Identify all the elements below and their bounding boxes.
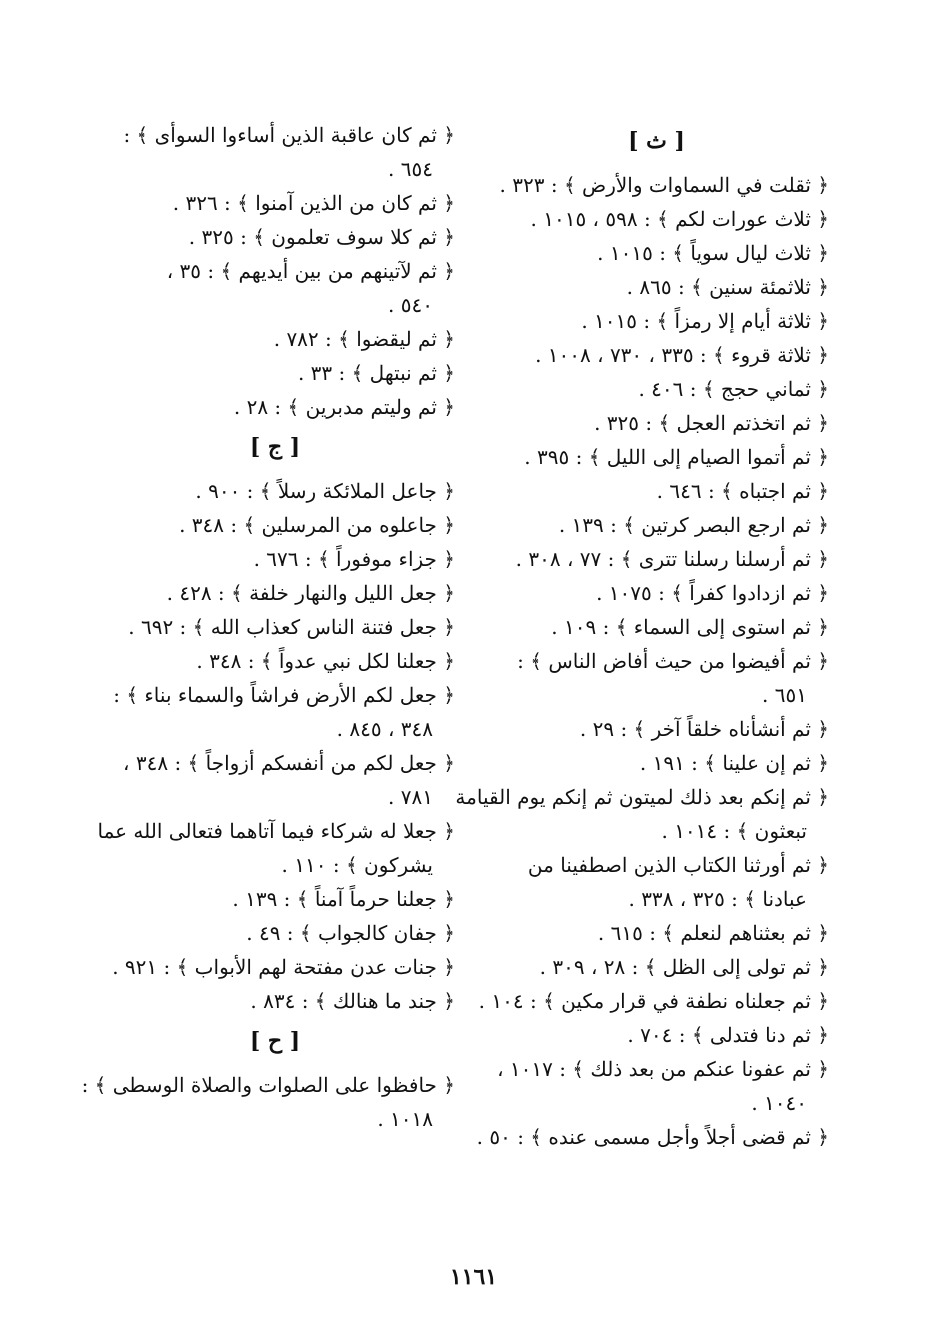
index-entry-continuation: ٦٥١ . bbox=[762, 683, 807, 707]
index-entry: ﴿ ثم وليتم مدبرين ﴾ : ٢٨ . bbox=[233, 395, 455, 419]
index-entry: ﴿ ثم أورثنا الكتاب الذين اصطفينا من bbox=[527, 853, 829, 877]
index-entry-continuation: عبادنا ﴾ : ٣٢٥ ، ٣٣٨ . bbox=[628, 887, 807, 911]
index-entry: ﴿ ثم اجتباه ﴾ : ٦٤٦ . bbox=[656, 479, 829, 503]
index-entry: ﴿ ثم قضى أجلاً وأجل مسمى عنده ﴾ : ٥٠ . bbox=[476, 1125, 829, 1149]
index-entry: ﴿ ثم أتموا الصيام إلى الليل ﴾ : ٣٩٥ . bbox=[524, 445, 829, 469]
index-entry: ﴿ ثلاثمئة سنين ﴾ : ٨٦٥ . bbox=[626, 275, 829, 299]
index-entry: ﴿ ثم تولى إلى الظل ﴾ : ٢٨ ، ٣٠٩ . bbox=[539, 955, 829, 979]
index-entry: ﴿ جعل الليل والنهار خلفة ﴾ : ٤٢٨ . bbox=[166, 581, 455, 605]
index-entry-continuation: ٧٨١ . bbox=[388, 785, 433, 809]
index-entry: ﴿ ثم أرسلنا رسلنا تترى ﴾ : ٧٧ ، ٣٠٨ . bbox=[515, 547, 829, 571]
index-entry: ﴿ ثم جعلناه نطفة في قرار مكين ﴾ : ١٠٤ . bbox=[478, 989, 829, 1013]
index-entry: ﴿ ثم لآتينهم من بين أيديهم ﴾ : ٣٥ ، bbox=[166, 259, 455, 283]
index-entry: ﴿ جفان كالجواب ﴾ : ٤٩ . bbox=[246, 921, 455, 945]
index-entry: ﴿ ثم نبتهل ﴾ : ٣٣ . bbox=[297, 361, 455, 385]
index-entry: ﴿ ثم كان من الذين آمنوا ﴾ : ٣٢٦ . bbox=[172, 191, 455, 215]
section-heading: [ ث ] bbox=[628, 128, 685, 154]
left-column bbox=[81, 118, 455, 1136]
index-entry: ﴿ ثم ارجع البصر كرتين ﴾ : ١٣٩ . bbox=[558, 513, 829, 537]
index-entry-continuation: ٣٤٨ ، ٨٤٥ . bbox=[336, 717, 433, 741]
index-entry: ﴿ ثم إن علينا ﴾ : ١٩١ . bbox=[639, 751, 829, 775]
index-entry: ﴿ ثم عفونا عنكم من بعد ذلك ﴾ : ١٠١٧ ، bbox=[497, 1057, 829, 1081]
index-entry: ﴿ جنات عدن مفتحة لهم الأبواب ﴾ : ٩٢١ . bbox=[112, 955, 455, 979]
index-entry: ﴿ حافظوا على الصلوات والصلاة الوسطى ﴾ : bbox=[81, 1073, 455, 1097]
index-entry-continuation: ١٠١٨ . bbox=[377, 1107, 433, 1131]
index-entry-continuation: يشركون ﴾ : ١١٠ . bbox=[281, 853, 433, 877]
index-entry: ﴿ ثم ليقضوا ﴾ : ٧٨٢ . bbox=[273, 327, 455, 351]
index-entry: ﴿ ثم استوى إلى السماء ﴾ : ١٠٩ . bbox=[551, 615, 829, 639]
index-entry: ﴿ جزاء موفوراً ﴾ : ٦٧٦ . bbox=[253, 547, 455, 571]
index-entry: ﴿ ثلاث ليال سوياً ﴾ : ١٠١٥ . bbox=[597, 241, 829, 265]
index-entry: ﴿ ثلاث عورات لكم ﴾ : ٥٩٨ ، ١٠١٥ . bbox=[530, 207, 829, 231]
index-entry: ﴿ ثلاثة أيام إلا رمزاً ﴾ : ١٠١٥ . bbox=[581, 309, 829, 333]
index-entry: ﴿ ثم ازدادوا كفراً ﴾ : ١٠٧٥ . bbox=[596, 581, 829, 605]
index-entry: ﴿ ثلاثة قروء ﴾ : ٣٣٥ ، ٧٣٠ ، ١٠٠٨ . bbox=[535, 343, 829, 367]
index-entry-continuation: تبعثون ﴾ : ١٠١٤ . bbox=[661, 819, 807, 843]
index-entry: ﴿ ثم بعثناهم لنعلم ﴾ : ٦١٥ . bbox=[597, 921, 829, 945]
index-entry: ﴿ جعل فتنة الناس كعذاب الله ﴾ : ٦٩٢ . bbox=[128, 615, 455, 639]
section-heading: [ ج ] bbox=[249, 434, 301, 460]
index-entry-continuation: ٦٥٤ . bbox=[388, 157, 433, 181]
index-entry: ﴿ جند ما هنالك ﴾ : ٨٣٤ . bbox=[250, 989, 455, 1013]
index-entry: ﴿ جعلنا حرماً آمناً ﴾ : ١٣٩ . bbox=[232, 887, 455, 911]
index-entry: ﴿ جاعلوه من المرسلين ﴾ : ٣٤٨ . bbox=[179, 513, 455, 537]
index-entry: ﴿ ثم أنشأناه خلقاً آخر ﴾ : ٢٩ . bbox=[579, 717, 829, 741]
index-entry: ﴿ جعلنا لكل نبي عدواً ﴾ : ٣٤٨ . bbox=[196, 649, 455, 673]
index-entry: ﴿ جعلا له شركاء فيما آتاهما فتعالى الله عما bbox=[97, 819, 455, 843]
index-entry: ﴿ ثم إنكم بعد ذلك لميتون ثم إنكم يوم القيامة bbox=[455, 785, 829, 809]
right-column bbox=[455, 118, 829, 1154]
page-number: ١١٦١ bbox=[449, 1264, 498, 1290]
index-entry: ﴿ ثقلت في السماوات والأرض ﴾ : ٣٢٣ . bbox=[499, 173, 829, 197]
index-entry-continuation: ١٠٤٠ . bbox=[751, 1091, 807, 1115]
index-entry: ﴿ ثم اتخذتم العجل ﴾ : ٣٢٥ . bbox=[594, 411, 829, 435]
index-entry-continuation: ٥٤٠ . bbox=[388, 293, 433, 317]
index-entry: ﴿ جعل لكم الأرض فراشاً والسماء بناء ﴾ : bbox=[113, 683, 455, 707]
index-entry: ﴿ ثم أفيضوا من حيث أفاض الناس ﴾ : bbox=[517, 649, 829, 673]
index-entry: ﴿ ثم كان عاقبة الذين أساءوا السوأى ﴾ : bbox=[123, 123, 455, 147]
index-entry: ﴿ ثم كلا سوف تعلمون ﴾ : ٣٢٥ . bbox=[188, 225, 455, 249]
index-entry: ﴿ ثم دنا فتدلى ﴾ : ٧٠٤ . bbox=[627, 1023, 829, 1047]
index-entry: ﴿ جاعل الملائكة رسلاً ﴾ : ٩٠٠ . bbox=[195, 479, 455, 503]
index-entry: ﴿ ثماني حجج ﴾ : ٤٠٦ . bbox=[638, 377, 829, 401]
section-heading: [ ح ] bbox=[249, 1028, 301, 1054]
index-entry: ﴿ جعل لكم من أنفسكم أزواجاً ﴾ : ٣٤٨ ، bbox=[123, 751, 455, 775]
